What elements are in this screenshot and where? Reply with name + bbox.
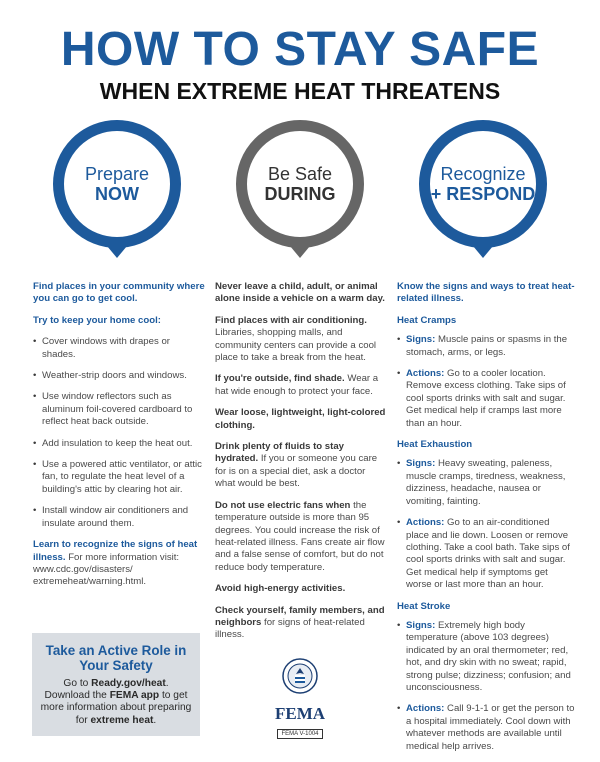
- list-item: • Actions: Go to a cooler location. Remove excess clothing. Take sips of cool sports drinks with salt and sugar. Get medical help if cramps last more than an hour.: [397, 368, 575, 430]
- phase-respond: [419, 120, 547, 260]
- pointer-icon: [290, 246, 310, 258]
- list-item: • Actions: Go to an air-conditioned place and lie down. Loosen or remove clothing. Take a cool bath. Take sips of cool sports drinks with salt and sugar. Get medical help if symptoms get worse or last more than an hour.: [397, 517, 575, 591]
- heat-stroke-list: [397, 620, 575, 753]
- page-subtitle: WHEN EXTREME HEAT THREATENS: [99, 78, 501, 104]
- phase-label-bottom: NOW: [95, 184, 139, 204]
- page-title: HOW TO STAY SAFE: [60, 23, 540, 76]
- phase-label-top: Recognize: [440, 164, 526, 184]
- respond-column: [397, 281, 575, 762]
- list-item: • Install window air conditioners and insulate around them.: [33, 505, 205, 530]
- list-item: • Use a powered attic ventilator, or attic fan, to regulate the heat level of a building's attic by clearing hot air.: [33, 459, 205, 496]
- list-item: • Weather-strip doors and windows.: [33, 370, 205, 382]
- prepare-subhead: Try to keep your home cool:: [33, 314, 161, 326]
- pointer-icon: [473, 246, 493, 258]
- phase-during: [236, 120, 364, 260]
- during-paragraph: Avoid high-energy activities.: [215, 583, 346, 595]
- fema-code: FEMA V-1004: [277, 729, 322, 739]
- list-item: • Actions: Call 9-1-1 or get the person to a hospital immediately. Cool down with whatever methods are available until medical help arrives.: [397, 703, 575, 753]
- prepare-column: [33, 281, 205, 598]
- dhs-seal-icon: [282, 658, 318, 694]
- section-heading: Heat Exhaustion: [397, 439, 473, 451]
- during-paragraph: Do not use electric fans when the temperature outside is more than 95 degrees. You could increase the risk of heat-related illness. Fans create air flow and a false sense of comfort, but do not reduce body temperature.: [215, 499, 385, 573]
- fema-logo: [268, 658, 332, 738]
- heat-exhaustion-list: [397, 458, 575, 591]
- ready-gov-link[interactable]: Ready.gov/heat: [91, 678, 166, 689]
- active-role-text: Go to Ready.gov/heat. Download the FEMA app to get more information about preparing for extreme heat.: [40, 678, 192, 726]
- phase-label-top: Be Safe: [267, 164, 333, 184]
- prepare-intro: Find places in your community where you can go to get cool.: [33, 281, 205, 305]
- learn-bold: Learn to recognize the signs of heat illness.: [33, 539, 198, 563]
- heat-cramps-list: [397, 334, 575, 430]
- list-item: • Add insulation to keep the heat out.: [33, 438, 205, 450]
- learn-text: For more information visit: www.cdc.gov/disasters/ extremeheat/warning.html.: [33, 551, 180, 588]
- learn-paragraph: [33, 539, 205, 589]
- list-item: • Signs: Heavy sweating, paleness, muscle cramps, tiredness, weakness, dizziness, headache, nausea or vomiting, fainting.: [397, 458, 575, 508]
- section-heading: Heat Cramps: [397, 314, 457, 326]
- active-role-box: [32, 633, 200, 736]
- prepare-list: [33, 336, 205, 530]
- pointer-icon: [107, 246, 127, 258]
- fema-wordmark: FEMA: [274, 704, 326, 723]
- phase-label-top: Prepare: [84, 164, 150, 184]
- phase-label-bottom: DURING: [264, 184, 336, 204]
- phase-prepare: [53, 120, 181, 260]
- list-item: • Signs: Muscle pains or spasms in the stomach, arms, or legs.: [397, 334, 575, 359]
- during-paragraph: Drink plenty of fluids to stay hydrated. If you or someone you care for is on a special diet, ask a doctor what would be best.: [215, 441, 378, 490]
- during-paragraph: Find places with air conditioning. Libraries, shopping malls, and community centers can provide a cool place to take a break from the heat.: [215, 314, 377, 364]
- during-column: [215, 281, 387, 651]
- during-paragraph: Never leave a child, adult, or animal alone inside a vehicle on a warm day.: [215, 281, 385, 305]
- ring-icon: [419, 120, 547, 248]
- list-item: • Use window reflectors such as aluminum foil-covered cardboard to reflect heat back outside.: [33, 391, 205, 428]
- active-role-heading: Take an Active Role in Your Safety: [45, 643, 187, 673]
- respond-intro: Know the signs and ways to treat heat-related illness.: [397, 281, 575, 305]
- section-heading: Heat Stroke: [397, 600, 451, 612]
- during-paragraph: If you're outside, find shade. Wear a hat wide enough to protect your face.: [215, 373, 379, 397]
- ring-icon: [236, 120, 364, 248]
- list-item: • Signs: Extremely high body temperature (above 103 degrees) indicated by an oral thermometer; red, hot, and dry skin with no sweat; rapid, strong pulse; dizziness; confusion; and unconsciousness.: [397, 620, 575, 694]
- ring-icon: [53, 120, 181, 248]
- during-paragraph: Check yourself, family members, and neighbors for signs of heat-related illness.: [215, 604, 385, 641]
- list-item: • Cover windows with drapes or shades.: [33, 336, 205, 361]
- during-paragraph: Wear loose, lightweight, light-colored clothing.: [215, 407, 386, 431]
- phase-label-bottom: + RESPOND: [430, 184, 536, 204]
